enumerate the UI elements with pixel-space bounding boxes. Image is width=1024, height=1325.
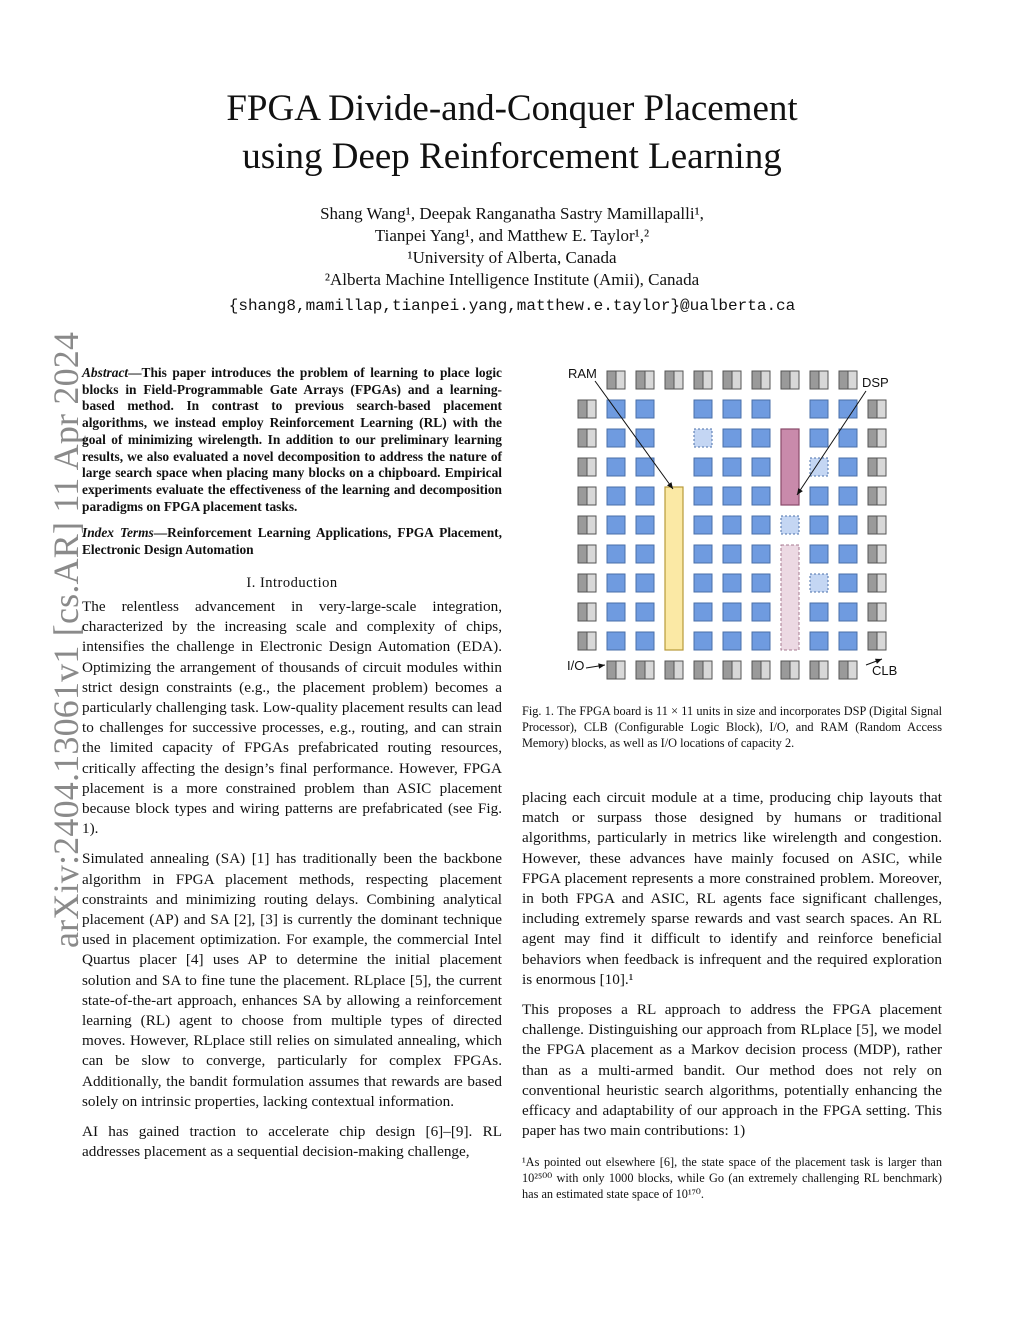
io-slot [868,545,877,563]
io-slot [578,487,587,505]
clb-block [636,400,654,418]
clb-block [810,545,828,563]
affiliation-1: ¹University of Alberta, Canada [407,248,617,267]
clb-block [839,487,857,505]
io-slot [723,371,732,389]
left-column [82,365,502,1172]
ram-block [665,487,683,650]
clb-block [607,400,625,418]
clb-block [607,574,625,592]
io-slot [868,632,877,650]
clb-block [752,400,770,418]
clb-block [839,516,857,534]
author-row-1: Shang Wang¹, Deepak Ranganatha Sastry Mamillapalli¹, [320,204,704,223]
clb-block [810,632,828,650]
figure-caption: Fig. 1. The FPGA board is 11 × 11 units in size and incorporates DSP (Digital Signal Processor), CLB (Configurable Logic Block), I/O, and RAM (Random Access Memory) blocks, as well as I/O locations of capacity 2. [522,704,942,750]
clb-block [810,400,828,418]
intro-paragraph-2: Simulated annealing (SA) [1] has traditionally been the backbone algorithm in FPGA placement methods, respecting placement constraints and minimizing routing delays. Combining analytical placement (AP) and SA [2], [3] is currently the dominant technique used in placement optimization. For example, the commercial Intel Quartus placer [4] uses AP to determine the initial placement solution and SA to fine tune the placement. RLplace [5], the current state-of-the-art approach, enhances SA by allowing a reinforcement learning (RL) agent to choose from multiple types of directed moves. However, RLplace still relies on simulated annealing, which can be slow to converge, particularly for complex FPGAs. Additionally, the bandit formulation assumes that rewards are based solely on intrinsic properties, lacking contextual information. [82,850,502,1110]
clb-block [607,545,625,563]
abstract-text: —This paper introduces the problem of learning to place logic blocks in Field-Programmable Gate Arrays (FPGAs) and a learning-based method. In contrast to previous search-based placement algorithms, we instead employ Reinforcement Learning (RL) with the goal of minimizing wirelength. In addition to our preliminary learning results, we also evaluated a novel decomposition to address the nature of large search space when placing many blocks on a chipboard. Empirical experiments evaluate the effectiveness of the learning and decomposition paradigms on FPGA placement tasks. [82,365,502,514]
clb-block [723,545,741,563]
io-slot [578,603,587,621]
clb-block [752,632,770,650]
clb-block [694,400,712,418]
author-emails: {shang8,mamillap,tianpei.yang,matthew.e.taylor}@ualberta.ca [228,297,796,315]
clb-block [723,516,741,534]
clb-block [636,429,654,447]
clb-block [636,545,654,563]
index-terms-label: Index Terms [82,525,154,541]
clb-block [607,632,625,650]
clb-block [694,603,712,621]
clb-block [752,545,770,563]
index-terms [82,525,502,558]
right-column [522,788,942,1151]
clb-block [636,574,654,592]
clb-block [810,458,828,476]
clb-block [607,603,625,621]
dsp-ghost-block [781,545,799,650]
clb-block [752,574,770,592]
dsp-block [781,429,799,505]
io-slot [868,574,877,592]
clb-block [694,458,712,476]
io-slot [810,661,819,679]
title-line-2: using Deep Reinforcement Learning [242,136,782,177]
clb-block [839,429,857,447]
clb-block [723,429,741,447]
io-slot [607,661,616,679]
io-slot [752,371,761,389]
io-slot [665,661,674,679]
clb-block [694,545,712,563]
clb-block [752,458,770,476]
clb-block [723,632,741,650]
clb-block [810,574,828,592]
io-slot [578,458,587,476]
io-slot [578,400,587,418]
clb-block [636,603,654,621]
clb-block [723,400,741,418]
clb-block [607,429,625,447]
io-slot [665,371,674,389]
clb-block [694,632,712,650]
clb-block [636,458,654,476]
clb-block [723,487,741,505]
clb-block [839,458,857,476]
io-slot [781,661,790,679]
index-terms-text: —Reinforcement Learning Applications, FPGA Placement, Electronic Design Automation [82,525,502,558]
io-slot [694,661,703,679]
io-label: I/O [567,658,585,673]
footnote: ¹As pointed out elsewhere [6], the state space of the placement task is larger than 10²⁵⁰⁰ with only 1000 blocks, while Go (an extremely challenging RL benchmark) has an estimated state space of 10¹⁷⁰. [522,1155,942,1201]
author-block [0,203,1024,317]
clb-block [636,516,654,534]
clb-block [607,487,625,505]
author-row-2: Tianpei Yang¹, and Matthew E. Taylor¹,² [374,226,650,245]
ram-label: RAM [568,366,597,381]
io-slot [578,632,587,650]
paper-header [0,85,1024,317]
dsp-label: DSP [862,375,889,390]
io-slot [607,371,616,389]
clb-block [636,632,654,650]
io-slot [578,516,587,534]
io-slot [868,400,877,418]
clb-block [810,516,828,534]
clb-block [694,487,712,505]
paper-title [0,85,1024,181]
io-slot [781,371,790,389]
abstract-label: Abstract [82,365,129,380]
clb-block [839,545,857,563]
clb-block [723,574,741,592]
clb-label: CLB [872,663,898,678]
clb-block [723,458,741,476]
clb-block [752,429,770,447]
clb-block [694,516,712,534]
io-slot [636,661,645,679]
clb-block [752,603,770,621]
affiliation-2: ²Alberta Machine Intelligence Institute (Amii), Canada [324,270,700,289]
section-heading-introduction: I. Introduction [246,574,338,591]
io-arrow-head [598,663,605,668]
io-slot [694,371,703,389]
intro-paragraph-4: placing each circuit module at a time, producing chip layouts that match or surpass those designed by humans or traditional algorithms, particularly in metrics like wirelength and congestion. However, these advances have mainly focused on ASIC, while FPGA placement represents a more constrained problem. Moreover, in both FPGA and ASIC, RL agents face significant challenges, including extremely sparse rewards and vast search spaces. An RL agent may find it difficult to identify and reinforce beneficial behaviors when feedback is infrequent and the required exploration is enormous [10].¹ [522,789,942,988]
io-slot [578,545,587,563]
clb-block [810,487,828,505]
clb-block [723,603,741,621]
io-slot [752,661,761,679]
io-slot [868,429,877,447]
io-slot [839,371,848,389]
io-slot [868,516,877,534]
io-slot [810,371,819,389]
intro-paragraph-5: This proposes a RL approach to address the FPGA placement challenge. Distinguishing our approach from RLplace [5], we model the FPGA placement as a Markov decision process (MDP), rather than as a multi-armed bandit. Our method does not rely on conventional heuristic search algorithms, potentially enhancing the efficacy and adaptability of our approach in the FPGA setting. This paper has two main contributions: 1) [522,1001,942,1140]
io-slot [868,458,877,476]
io-slot [578,429,587,447]
clb-block [839,603,857,621]
arxiv-stamp: arXiv:2404.13061v1 [cs.AR] 11 Apr 2024 [46,331,86,948]
clb-block [810,603,828,621]
intro-paragraph-1: The relentless advancement in very-large-scale integration, characterized by the increasing scale and complexity of chips, intensifies the challenge in Electronic Design Automation (EDA). Optimizing the arrangement of thousands of circuit modules within strict design constraints (e.g., the placement problem) becomes a particularly challenging task. Low-quality placement results can lead to challenges for successive processes, e.g., routing, and can strain the limited capacity of FPGAs prefabricated routing resources, critically affecting the design’s final performance. However, FPGA placement is a more constrained problem than ASIC placement because block types and wiring patterns are prefabricated (see Fig. 1). [82,597,502,838]
io-slot [839,661,848,679]
clb-block [810,429,828,447]
io-slot [578,574,587,592]
abstract [82,365,502,515]
clb-block [607,516,625,534]
title-line-1: FPGA Divide-and-Conquer Placement [226,88,798,129]
clb-block [607,458,625,476]
io-slot [868,487,877,505]
clb-block [839,574,857,592]
io-slot [636,371,645,389]
clb-block [636,487,654,505]
clb-block [694,574,712,592]
clb-block [781,516,799,534]
io-slot [723,661,732,679]
clb-block [839,632,857,650]
clb-block [752,516,770,534]
clb-block [694,429,712,447]
fpga-board-figure [538,365,928,687]
io-slot [868,603,877,621]
intro-paragraph-3: AI has gained traction to accelerate chip design [6]–[9]. RL addresses placement as a sequential decision-making challenge, [82,1123,502,1161]
clb-block [752,487,770,505]
